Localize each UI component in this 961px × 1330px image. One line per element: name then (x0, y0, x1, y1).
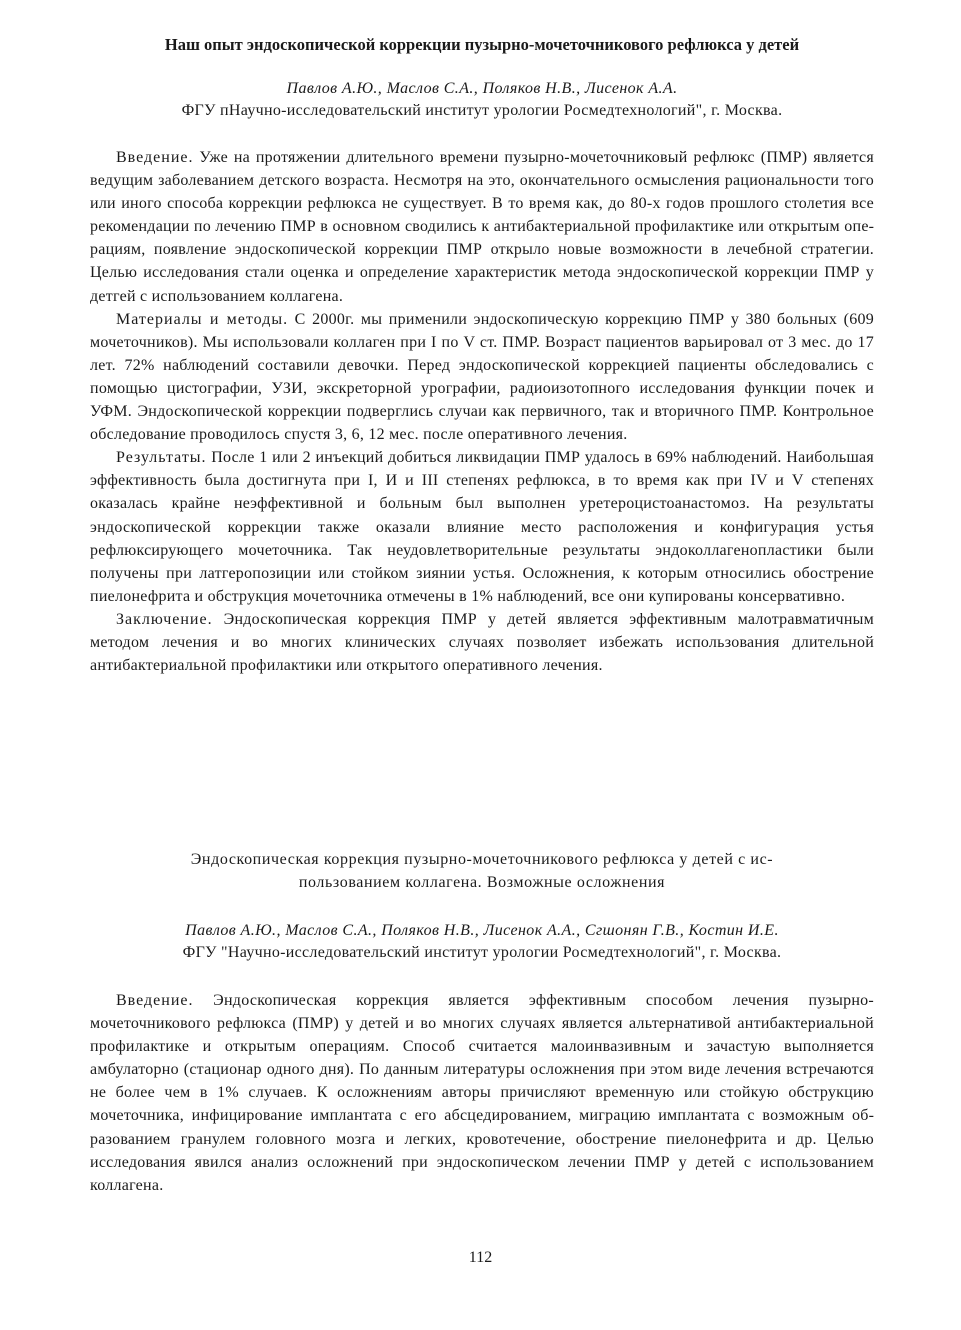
paragraph-text: После 1 или 2 инъекций добиться ликвидации ПМР удалось в 69% наблюдений. Наибольшая эффективность была достигнута при I, И и III степенях рефлюкса, в то время как при IV и V степенях оказалась крайне неэффективной и больным был выполнен уретероцистоанастомоз. На результаты эндоскопической коррекции также оказали влияние место расположения и конфигурация устья рефлюксирующего мочеточника. Так неудовлетворительные результаты эндоколлагенопластики были получены при латгеропозиции или стойком зиянии устья. Осложнения, к которым относились обострение пиелонефрита и обструкция мочеточника отмечены в 1% наблюдений, все они купированы консервативно. (90, 449, 874, 605)
article-2-body (90, 989, 874, 1197)
article-1-paragraph-introduction (90, 146, 874, 308)
article-1-paragraph-results (90, 446, 874, 608)
article-2-paragraph-introduction (90, 989, 874, 1197)
section-lead-results: Результаты. (116, 449, 207, 467)
article-1-affiliation: ФГУ пНаучно-исследовательский институт урологии Росмедтехнологий", г. Москва. (181, 102, 783, 119)
article-1-authors: Павлов А.Ю., Маслов С.А., Поляков Н.В., Лисенок А.А. (286, 80, 678, 97)
article-1-title: Наш опыт эндоскопической коррекции пузырно-мочеточникового рефлюкса у детей (164, 35, 800, 54)
article-2-authors: Павлов А.Ю., Маслов С.А., Поляков Н.В., Лисенок А.А., Сгшонян Г.В., Костин И.Е. (185, 922, 779, 939)
article-1 (90, 34, 874, 677)
article-2-title-line-2: пользованием коллагена. Возможные осложнения (298, 874, 666, 891)
section-lead-conclusion: Заключение. (116, 610, 213, 628)
paragraph-text: Уже на протяжении длительного времени пузырно-мочеточниковый рефлюкс (ПМР) является ведущим заболеванием детского возраста. Несмотря на это, окончательного осмысления рациональности того или иного способа коррекции рефлюкса не существует. В то время как, до 80-х годов прошлого столетия все рекомендации по лечению ПМР в основном сводились к антибактериальной профилактике или открытым операциям, появление эндоскопической коррекции ПМР открыло новые возможности в лечебной стратегии. Целью исследования стали оценка и определение характеристик метода эндоскопической коррекции ПМР у детгей с использованием коллагена. (90, 149, 874, 305)
page-number: 112 (468, 1249, 493, 1266)
paragraph-text: Эндоскопическая коррекция является эффективным способом лечения пузырно-мочеточникового рефлюкса (ПМР) у детей и во многих случаях является альтернативой антибактериальной профилактике и открытым операциям. Способ считается малоинвазивным и зачастую выполняется амбулаторно (стационар одного дня). По данным литературы осложнения при этом виде лечения встречаются не более чем в 1% случаев. К осложнениям авторы причисляют временную или стойкую обструкцию мочеточника, инфицирование имплантата с его абсцедированием, миграцию имплантата с возможным образованием гранулем головного мозга и легких, кровотечение, обострение пиелонефрита и др. Целью исследования явился анализ осложнений при эндоскопическом лечении ПМР у детей с использованием коллагена. (90, 992, 874, 1194)
paragraph-text: Эндоскопическая коррекция ПМР у детей является эффективным малотравматичным методом лечения и во многих клинических случаях позволяет избежать использования длительной антибактериальной профилактики или открытого оперативного лечения. (90, 610, 874, 675)
article-2-title-line-1: Эндоскопическая коррекция пузырно-мочеточникового рефлюкса у детей с ис- (190, 851, 774, 868)
article-2-affiliation: ФГУ "Научно-исследовательский институт урологии Росмедтехнологий", г. Москва. (182, 944, 782, 961)
article-2 (90, 848, 874, 1197)
article-1-paragraph-conclusion (90, 608, 874, 677)
section-lead-methods: Материалы и методы. (116, 310, 289, 328)
section-lead-introduction: Введение. (116, 149, 194, 166)
article-1-paragraph-methods (90, 308, 874, 447)
paragraph-text: С 2000г. мы применили эндоскопическую коррекцию ПМР у 380 больных (609 мочеточников). Мы использовали коллаген при I по V ст. ПМР. Возраст пациентов варьировал от 3 мес. до 17 лет. 72% наблюдений составили девочки. Перед эндоскопической коррекцией пациенты обследовались с помощью цистографии, УЗИ, экскреторной урографии, радиоизотопного исследования функции почек и УФМ. Эндоскопической коррекции подверглись случаи как первичного, так и вторичного ПМР. Контрольное обследование проводилось спустя 3, 6, 12 мес. после оперативного лечения. (90, 310, 875, 444)
section-lead-introduction: Введение. (116, 992, 194, 1009)
article-1-body (90, 146, 874, 677)
